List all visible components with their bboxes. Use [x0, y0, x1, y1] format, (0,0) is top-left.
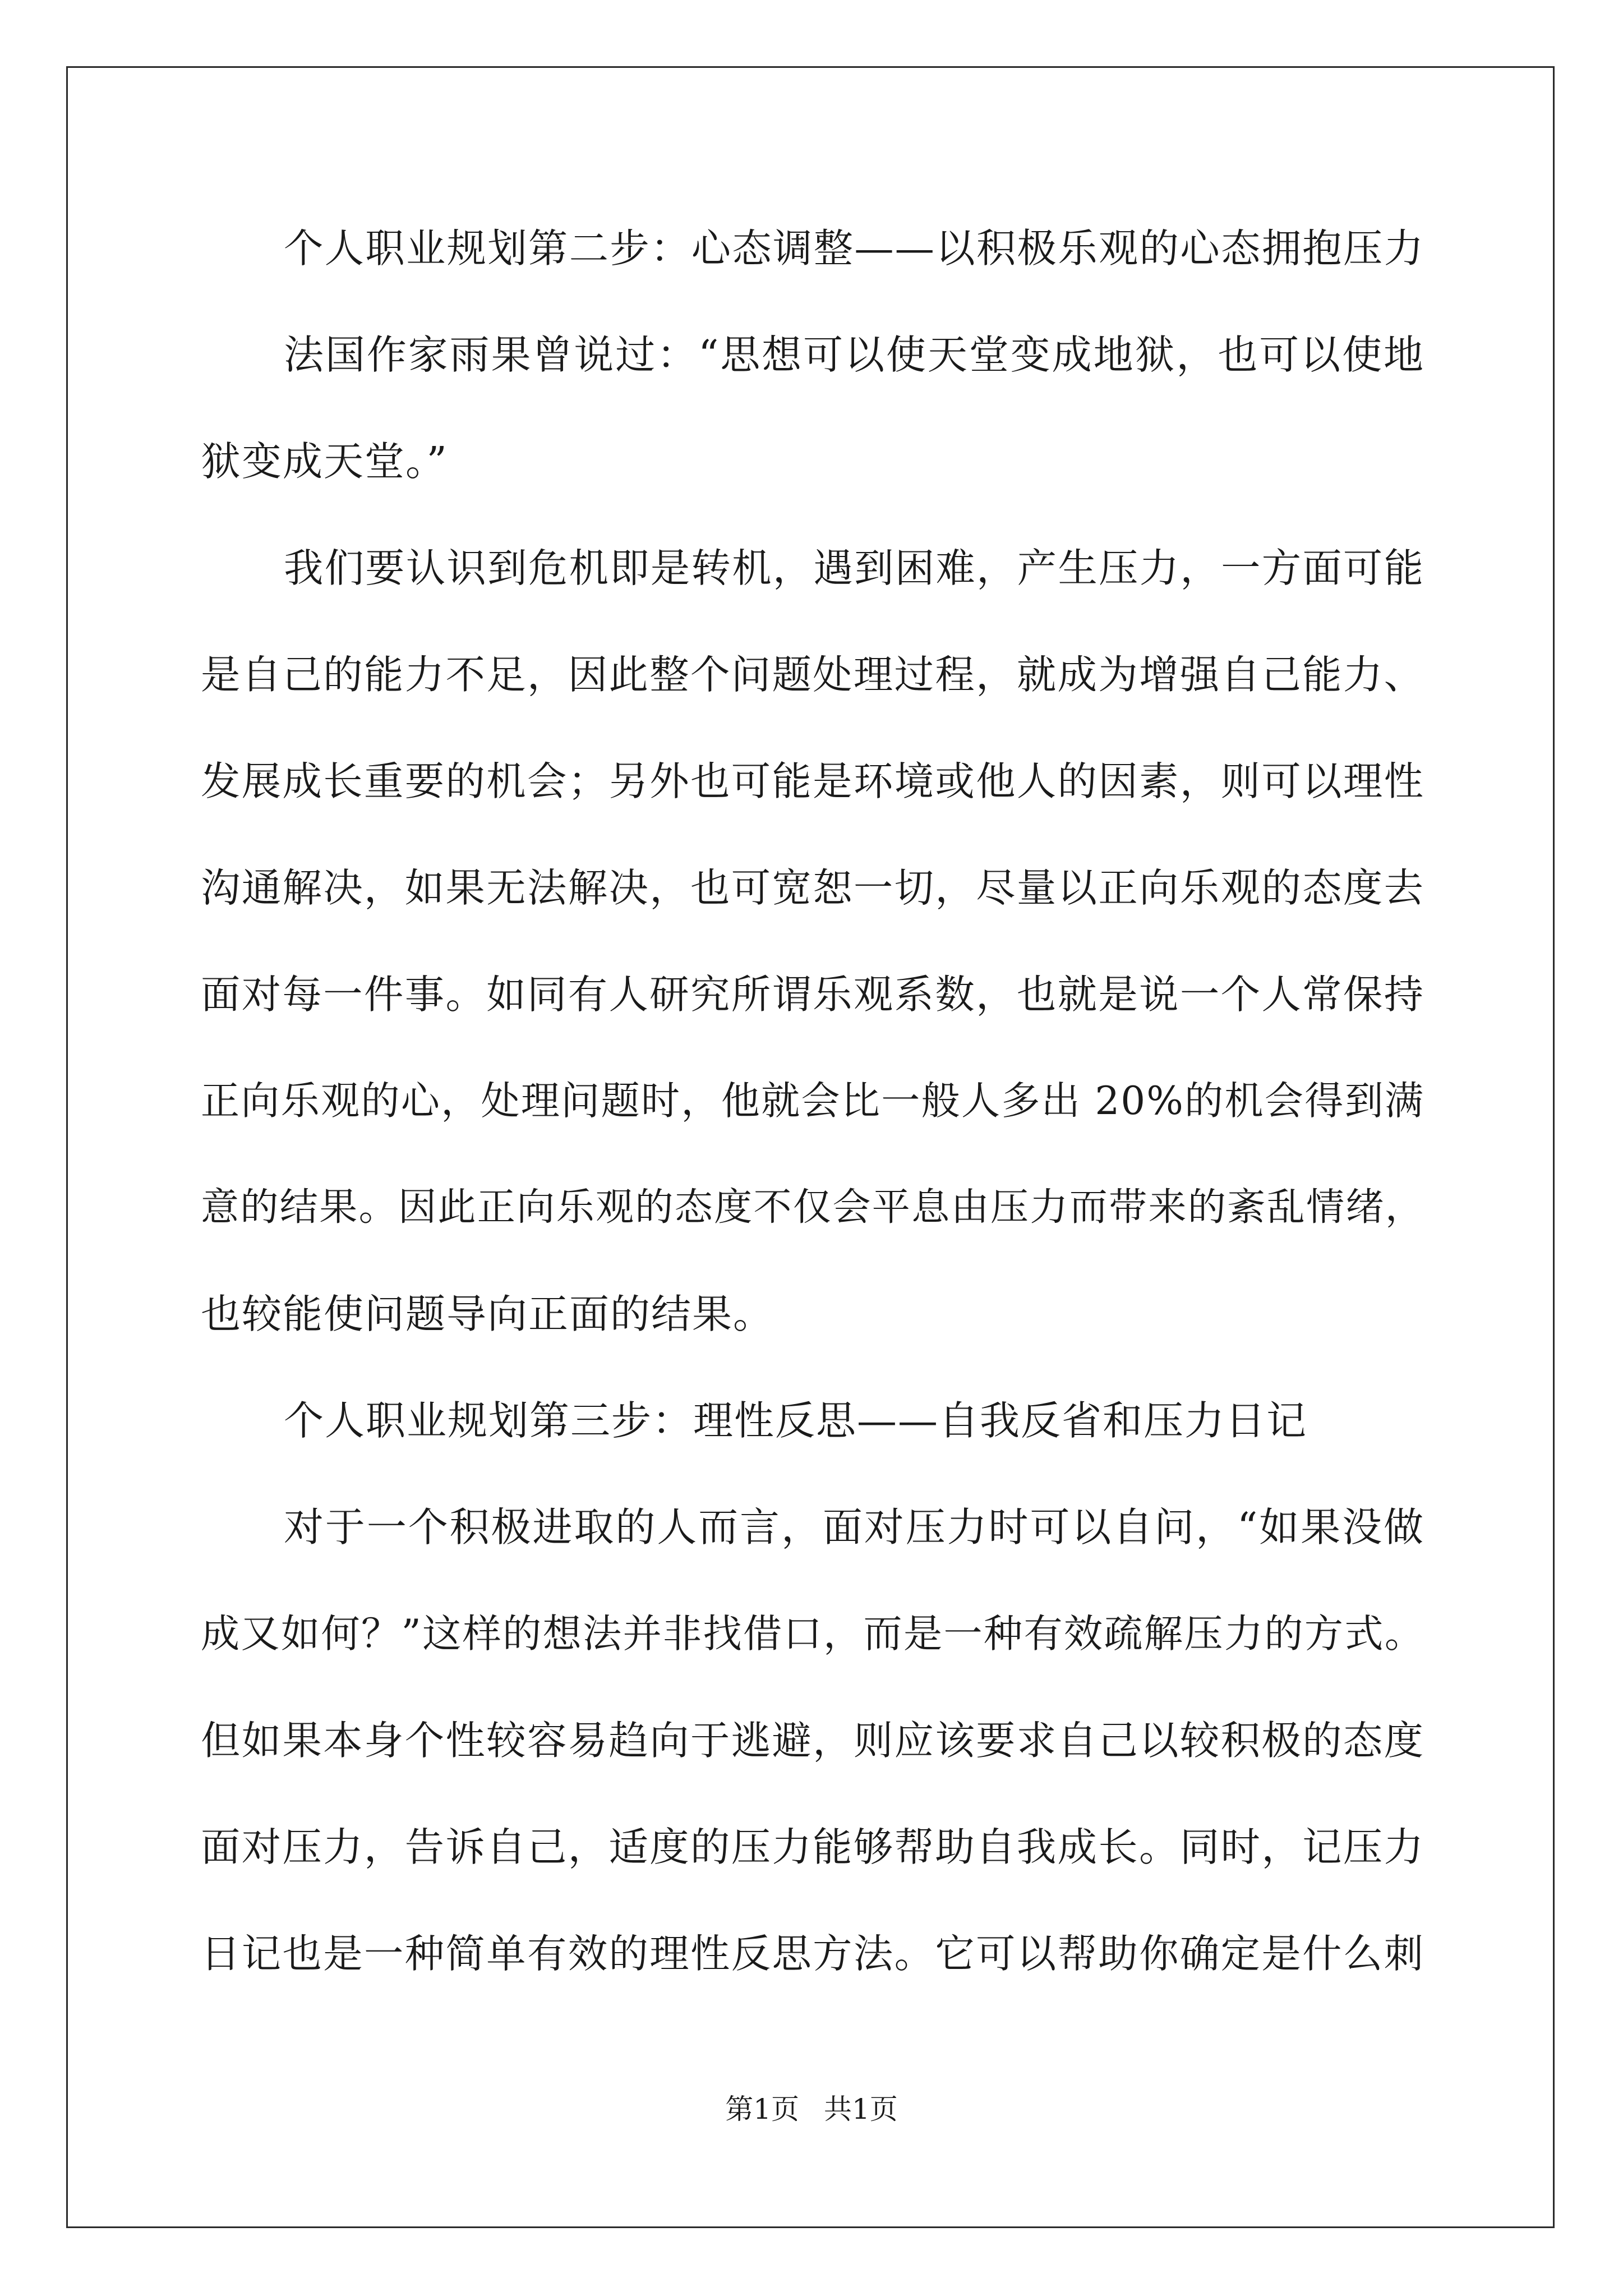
text-line: 是自己的能力不足，因此整个问题处理过程，就成为增强自己能力、: [201, 652, 1424, 698]
text-line: 狱变成天堂。”: [201, 438, 448, 485]
page-footer: [0, 2092, 1623, 2126]
text-line: 个人职业规划第三步：理性反思——自我反省和压力日记: [284, 1397, 1308, 1444]
text-line: 也较能使问题导向正面的结果。: [201, 1291, 774, 1337]
text-line: 意的结果。因此正向乐观的态度不仅会平息由压力而带来的紊乱情绪，: [201, 1185, 1424, 1230]
text-line: 正向乐观的心，处理问题时，他就会比一般人多出 20%的机会得到满: [201, 1079, 1424, 1124]
text-line: 沟通解决，如果无法解决，也可宽恕一切，尽量以正向乐观的态度去: [201, 865, 1424, 911]
text-line: 日记也是一种简单有效的理性反思方法。它可以帮助你确定是什么刺: [201, 1931, 1424, 1977]
text-line: 面对每一件事。如同有人研究所谓乐观系数，也就是说一个人常保持: [201, 972, 1424, 1018]
document-body: [201, 215, 1424, 2027]
text-line: 成又如何？”这样的想法并非找借口，而是一种有效疏解压力的方式。: [201, 1612, 1424, 1657]
page-number-total: 共1页: [824, 2093, 898, 2125]
text-line: 发展成长重要的机会；另外也可能是环境或他人的因素，则可以理性: [201, 758, 1424, 804]
text-line: 法国作家雨果曾说过：“思想可以使天堂变成地狱，也可以使地: [284, 332, 1424, 378]
page-number-current: 第1页: [725, 2093, 799, 2125]
text-line: 对于一个积极进取的人而言，面对压力时可以自问，“如果没做: [284, 1504, 1424, 1550]
text-line: 但如果本身个性较容易趋向于逃避，则应该要求自己以较积极的态度: [201, 1718, 1424, 1764]
text-line: 我们要认识到危机即是转机，遇到困难，产生压力，一方面可能: [284, 545, 1424, 591]
text-line: 个人职业规划第二步：心态调整——以积极乐观的心态拥抱压力: [284, 226, 1424, 272]
text-line: 面对压力，告诉自己，适度的压力能够帮助自我成长。同时，记压力: [201, 1824, 1424, 1870]
